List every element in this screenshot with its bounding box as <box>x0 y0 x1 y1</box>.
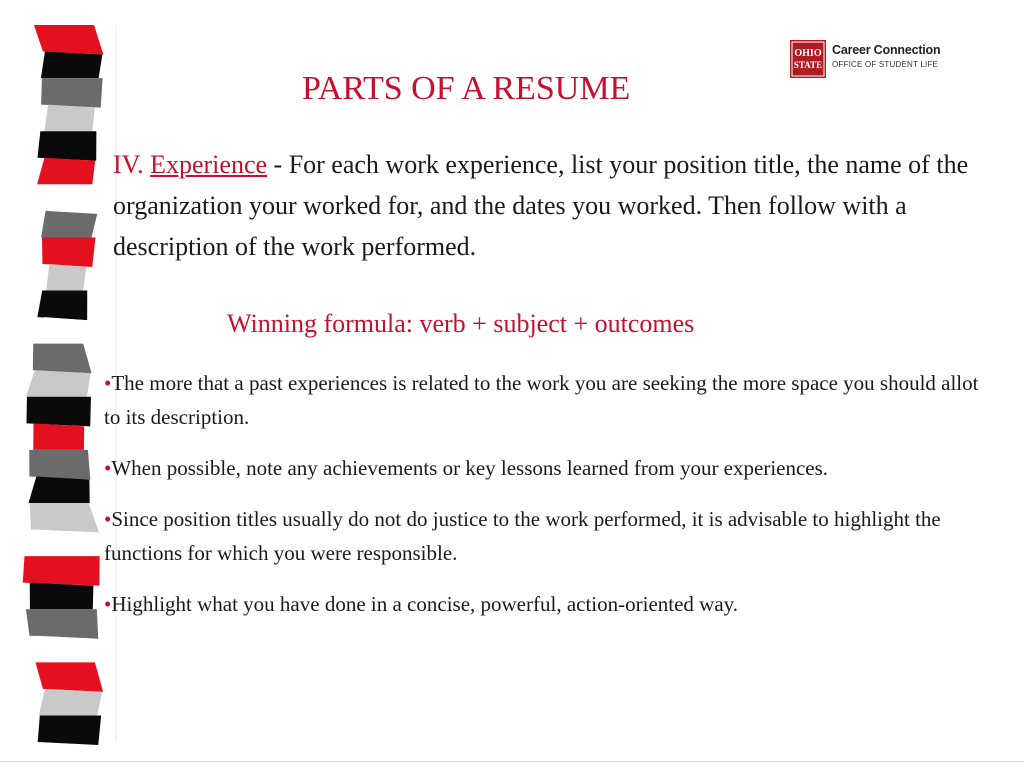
strip-band <box>33 344 92 374</box>
section-label: Experience <box>150 150 268 179</box>
strip-band <box>37 291 87 321</box>
strip-band <box>30 583 94 610</box>
strip-band <box>38 184 98 214</box>
strip-band <box>37 131 96 161</box>
logo-subtitle: OFFICE OF STUDENT LIFE <box>832 60 939 69</box>
svg-text:STATE: STATE <box>793 60 823 70</box>
strip-band <box>29 476 90 503</box>
strip-band <box>26 609 98 639</box>
strip-band <box>30 503 100 533</box>
bullet-icon: • <box>104 507 112 531</box>
strip-band <box>44 105 94 132</box>
section-number: IV. <box>113 150 144 179</box>
winning-formula: Winning formula: verb + subject + outcomes <box>227 309 695 338</box>
strip-band <box>34 25 103 55</box>
section-paragraph <box>113 144 1003 267</box>
bullet-list <box>104 366 984 638</box>
strip-band <box>41 211 97 238</box>
svg-text:OHIO: OHIO <box>794 48 822 59</box>
strip-band <box>26 370 91 397</box>
strip-band <box>35 662 103 692</box>
bullet-icon: • <box>104 592 112 616</box>
career-connection-logo <box>790 40 941 80</box>
bullet-icon: • <box>104 371 112 395</box>
seal-icon <box>790 40 826 78</box>
strip-band <box>23 556 100 586</box>
bullet-item <box>104 366 984 434</box>
strip-band <box>23 530 98 557</box>
bottom-divider <box>0 761 1024 762</box>
strip-band <box>26 397 90 427</box>
bullet-text: Since position titles usually do not do justice to the work performed, it is advisable to highlight the functions for which you were responsible. <box>104 507 941 565</box>
strip-band <box>33 423 84 450</box>
ohio-state-seal <box>790 40 826 78</box>
strip-band <box>29 450 90 480</box>
strip-band <box>38 715 101 745</box>
strip-band <box>42 237 95 267</box>
bullet-icon: • <box>104 456 112 480</box>
bullet-item <box>104 502 984 570</box>
bullet-text: When possible, note any achievements or key lessons learned from your experiences. <box>111 456 829 480</box>
decorative-stripe-column <box>0 0 120 768</box>
strip-band <box>41 78 102 108</box>
logo-name: Career Connection <box>832 43 941 57</box>
section-description: - For each work experience, list your position title, the name of the organization your worked for, and the dates you worked. Then follow with a description of the work performed. <box>113 150 969 261</box>
strip-band <box>34 636 97 663</box>
bullet-text: Highlight what you have done in a concise, powerful, action-oriented way. <box>111 592 739 616</box>
strip-band <box>46 264 86 291</box>
bullet-item <box>104 451 984 485</box>
strip-band <box>39 689 102 716</box>
bullet-item <box>104 587 984 621</box>
slide-title: PARTS OF A RESUME <box>302 70 631 107</box>
bullet-text: The more that a past experiences is related to the work you are seeking the more space you should allot to its description. <box>104 371 979 429</box>
strip-band <box>37 158 95 185</box>
strip-band <box>41 52 102 79</box>
